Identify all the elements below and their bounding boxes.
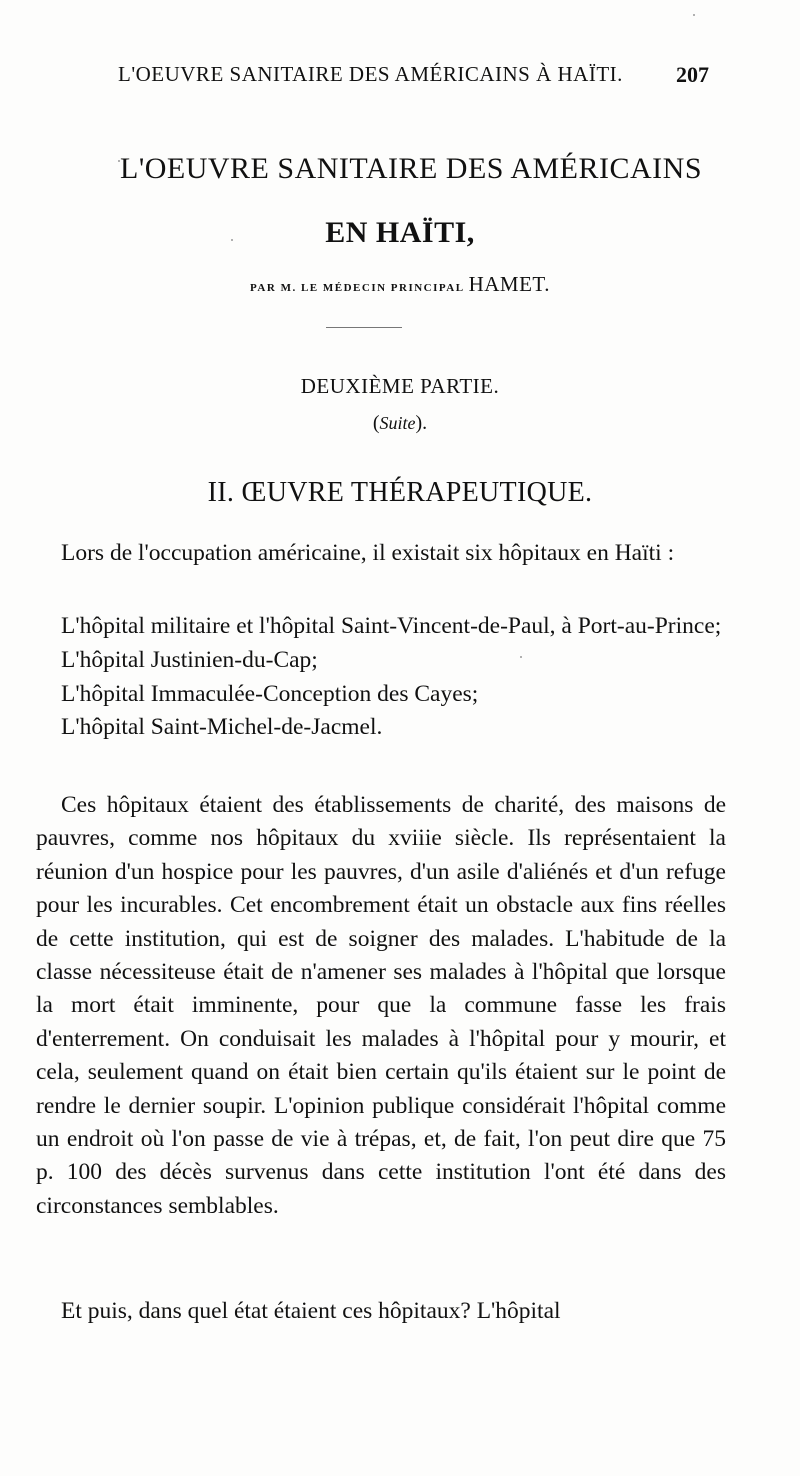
title-divider xyxy=(326,327,402,328)
suite-open: ( xyxy=(372,412,380,434)
scan-speck xyxy=(520,656,522,658)
hospital-list xyxy=(36,610,726,745)
running-head: L'OEUVRE SANITAIRE DES AMÉRICAINS À HAÏTI. xyxy=(118,62,623,86)
byline-prefix: PAR M. LE MÉDECIN PRINCIPAL xyxy=(250,282,465,294)
article-title-line-2: EN HAÏTI, xyxy=(325,216,475,249)
paragraph-3 xyxy=(36,1295,726,1328)
scan-speck xyxy=(693,14,695,16)
paragraph-2 xyxy=(36,789,726,1223)
page-number: 207 xyxy=(676,62,709,87)
list-item: L'hôpital Justinien-du-Cap; xyxy=(61,646,318,673)
suite-close: ). xyxy=(415,412,428,434)
section-heading: II. ŒUVRE THÉRAPEUTIQUE. xyxy=(207,477,593,508)
paragraph-1 xyxy=(36,537,726,570)
list-item: L'hôpital Immaculée-Conception des Cayes; xyxy=(61,680,479,707)
byline xyxy=(120,272,680,297)
suite-word: Suite xyxy=(379,413,416,433)
list-item: L'hôpital militaire et l'hôpital Saint-Vincent-de-Paul, à Port-au-Prince; xyxy=(61,613,722,639)
article-title-line-1: L'OEUVRE SANITAIRE DES AMÉRICAINS xyxy=(120,152,703,185)
scan-speck xyxy=(231,239,233,241)
paragraph-2-text: Ces hôpitaux étaient des établissements de charité, des maisons de pauvres, comme nos hôpitaux du xviiie siècle. Ils représentaient la réunion d'un hospice pour les pauvres, d'un asile d'aliénés et d'un refuge pour les incurables. Cet encombrement était un obstacle aux fins réelles de cette institution, qui est de soigner des malades. L'habitude de la classe nécessiteuse était de n'amener ses malades à l'hôpital que lorsque la mort était imminente, pour que la commune fasse les frais d'enterrement. On conduisait les malades à l'hôpital pour y mourir, et cela, seulement quand on était bien certain qu'ils étaient sur le point de rendre le dernier soupir. L'opinion publique considérait l'hôpital comme un endroit où l'on passe de vie à trépas, et, de fait, l'on peut dire que 75 p. 100 des décès survenus dans cette institution l'ont été dans des circonstances semblables. xyxy=(36,792,726,1219)
suite-note xyxy=(120,412,680,435)
list-item: L'hôpital Saint-Michel-de-Jacmel. xyxy=(61,714,383,741)
scan-speck xyxy=(118,160,120,162)
author-name: HAMET. xyxy=(468,272,550,296)
paragraph-3-text: Et puis, dans quel état étaient ces hôpitaux? L'hôpital xyxy=(61,1298,561,1324)
paragraph-1-text: Lors de l'occupation américaine, il existait six hôpitaux en Haïti : xyxy=(61,540,675,566)
part-heading: DEUXIÈME PARTIE. xyxy=(300,374,500,398)
